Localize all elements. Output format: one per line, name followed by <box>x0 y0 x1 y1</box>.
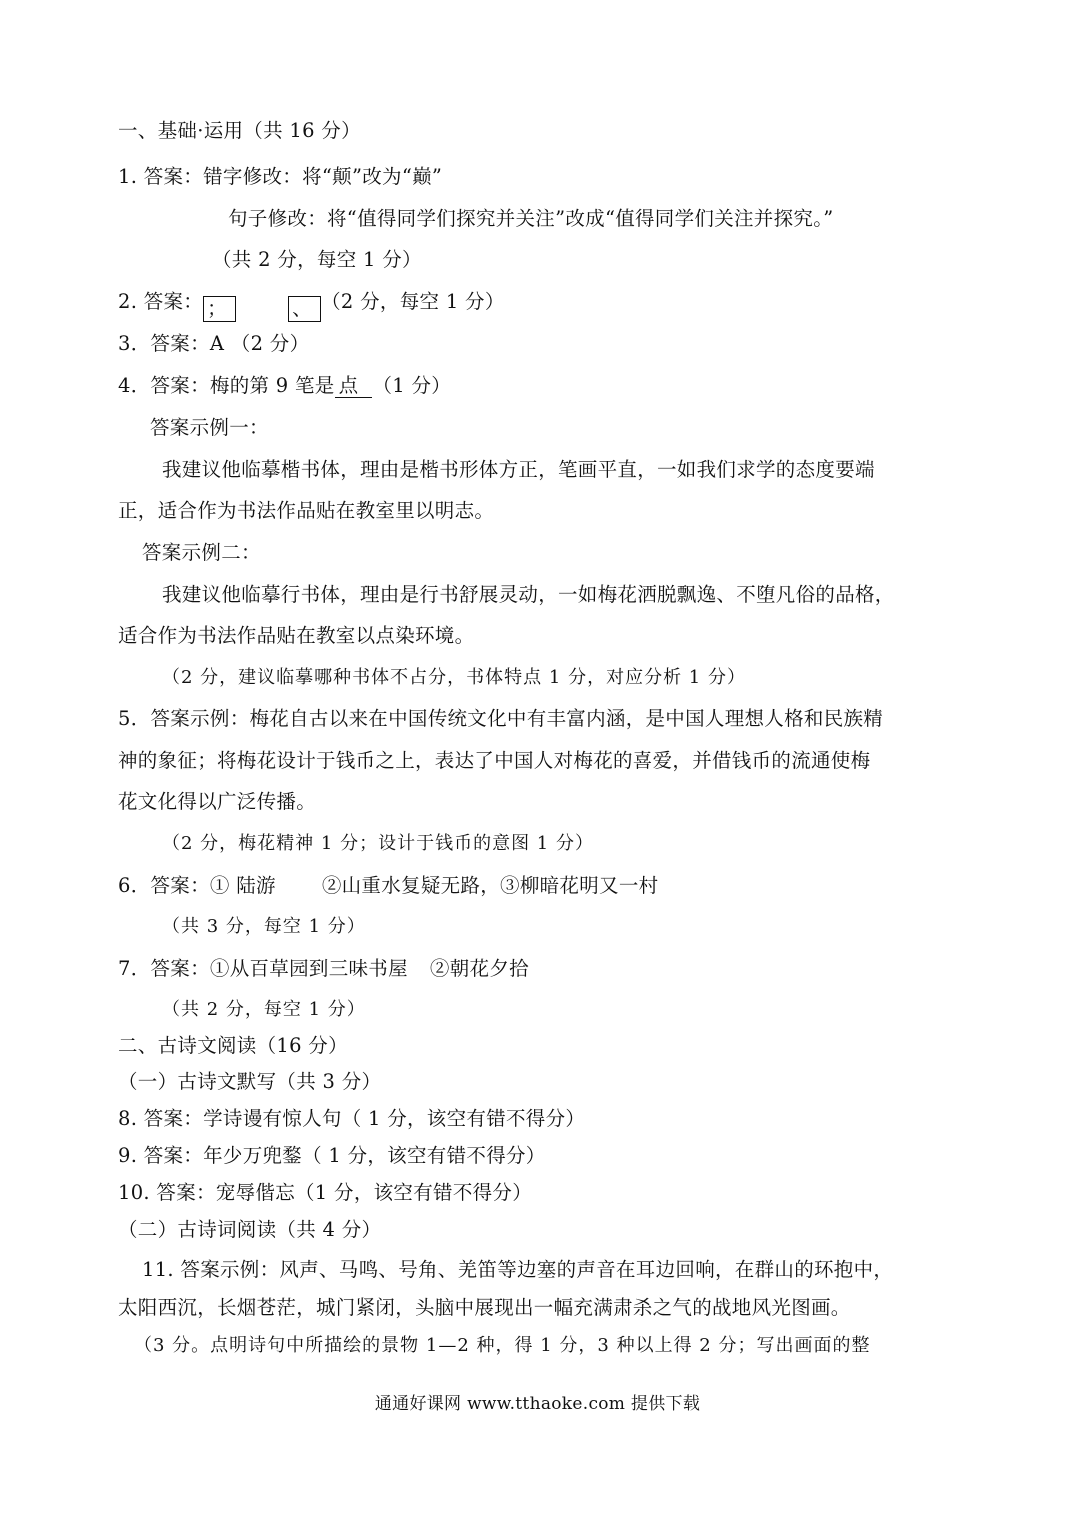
q8-line: 8. 答案：学诗谩有惊人句（ 1 分，该空有错不得分） <box>118 1107 586 1130</box>
q2-score: （2 分，每空 1 分） <box>321 290 505 313</box>
q1-score: （共 2 分，每空 1 分） <box>212 248 422 271</box>
q11-line-3: （3 分。点明诗句中所描绘的景物 1—2 种，得 1 分，3 种以上得 2 分；写出画面的整 <box>134 1335 871 1356</box>
q7-score: （共 2 分，每空 1 分） <box>162 999 366 1020</box>
q11-line-1: 11. 答案示例：风声、马鸣、号角、羌笛等边塞的声音在耳边回响，在群山的环抱中， <box>142 1258 894 1281</box>
q5-line-2: 神的象征；将梅花设计于钱币之上，表达了中国人对梅花的喜爱，并借钱币的流通使梅 <box>118 749 871 772</box>
q4-example-2-line-2: 适合作为书法作品贴在教室以点染环境。 <box>118 624 475 647</box>
q4-example-1-line-1: 我建议他临摹楷书体，理由是楷书形体方正，笔画平直，一如我们求学的态度要端 <box>162 458 875 481</box>
q5-line-3: 花文化得以广泛传播。 <box>118 790 317 813</box>
q5-score-note: （2 分，梅花精神 1 分；设计于钱币的意图 1 分） <box>162 833 594 854</box>
q4-line <box>118 373 451 399</box>
q2-prefix: 2. 答案： <box>118 290 204 313</box>
q4-example-1-title: 答案示例一： <box>150 416 269 439</box>
q3-line: 3．答案：A （2 分） <box>118 332 310 355</box>
section-heading-1: 一、基础·运用（共 16 分） <box>118 119 361 142</box>
q1-line-1: 1. 答案：错字修改：将“颠”改为“巅” <box>118 165 443 188</box>
q6-answers: ②山重水复疑无路，③柳暗花明又一村 <box>321 874 659 897</box>
subsection-heading-2b: （二）古诗词阅读（共 4 分） <box>118 1218 382 1241</box>
q6-prefix: 6．答案：① 陆游 <box>118 874 276 897</box>
q9-line: 9. 答案：年少万兜鍪（ 1 分，该空有错不得分） <box>118 1144 546 1167</box>
q5-line-1: 5．答案示例：梅花自古以来在中国传统文化中有丰富内涵，是中国人理想人格和民族精 <box>118 707 884 730</box>
q4-answer-blank: 点 <box>335 374 373 398</box>
q4-prefix: 4．答案：梅的第 9 笔是 <box>118 374 335 397</box>
q2-answer-box-2: 、 <box>288 296 321 322</box>
q7-line <box>118 956 529 982</box>
q6-line <box>118 873 658 899</box>
q1-line-2: 句子修改：将“值得同学们探究并关注”改成“值得同学们关注并探究。” <box>228 207 834 230</box>
q7-answer-2: ②朝花夕拾 <box>429 957 529 980</box>
q6-score: （共 3 分，每空 1 分） <box>162 916 366 937</box>
q4-score: （1 分） <box>372 374 452 397</box>
q7-prefix: 7．答案：①从百草园到三味书屋 <box>118 957 408 980</box>
q2-line <box>118 289 505 322</box>
q4-example-1-line-2: 正，适合作为书法作品贴在教室里以明志。 <box>118 499 495 522</box>
q11-line-2: 太阳西沉，长烟苍茫，城门紧闭，头脑中展现出一幅充满肃杀之气的战地风光图画。 <box>118 1296 851 1319</box>
q4-score-note: （2 分，建议临摹哪种书体不占分，书体特点 1 分，对应分析 1 分） <box>162 667 746 688</box>
q4-example-2-line-1: 我建议他临摹行书体，理由是行书舒展灵动，一如梅花洒脱飘逸、不堕凡俗的品格， <box>162 583 895 606</box>
q2-answer-box-1: ； <box>203 296 236 322</box>
q4-example-2-title: 答案示例二： <box>142 541 261 564</box>
section-heading-2: 二、古诗文阅读（16 分） <box>118 1034 348 1057</box>
footer-credit: 通通好课网 www.tthaoke.com 提供下载 <box>374 1394 701 1414</box>
subsection-heading-2a: （一）古诗文默写（共 3 分） <box>118 1070 382 1093</box>
q10-line: 10. 答案：宠辱偕忘（1 分，该空有错不得分） <box>118 1181 533 1204</box>
